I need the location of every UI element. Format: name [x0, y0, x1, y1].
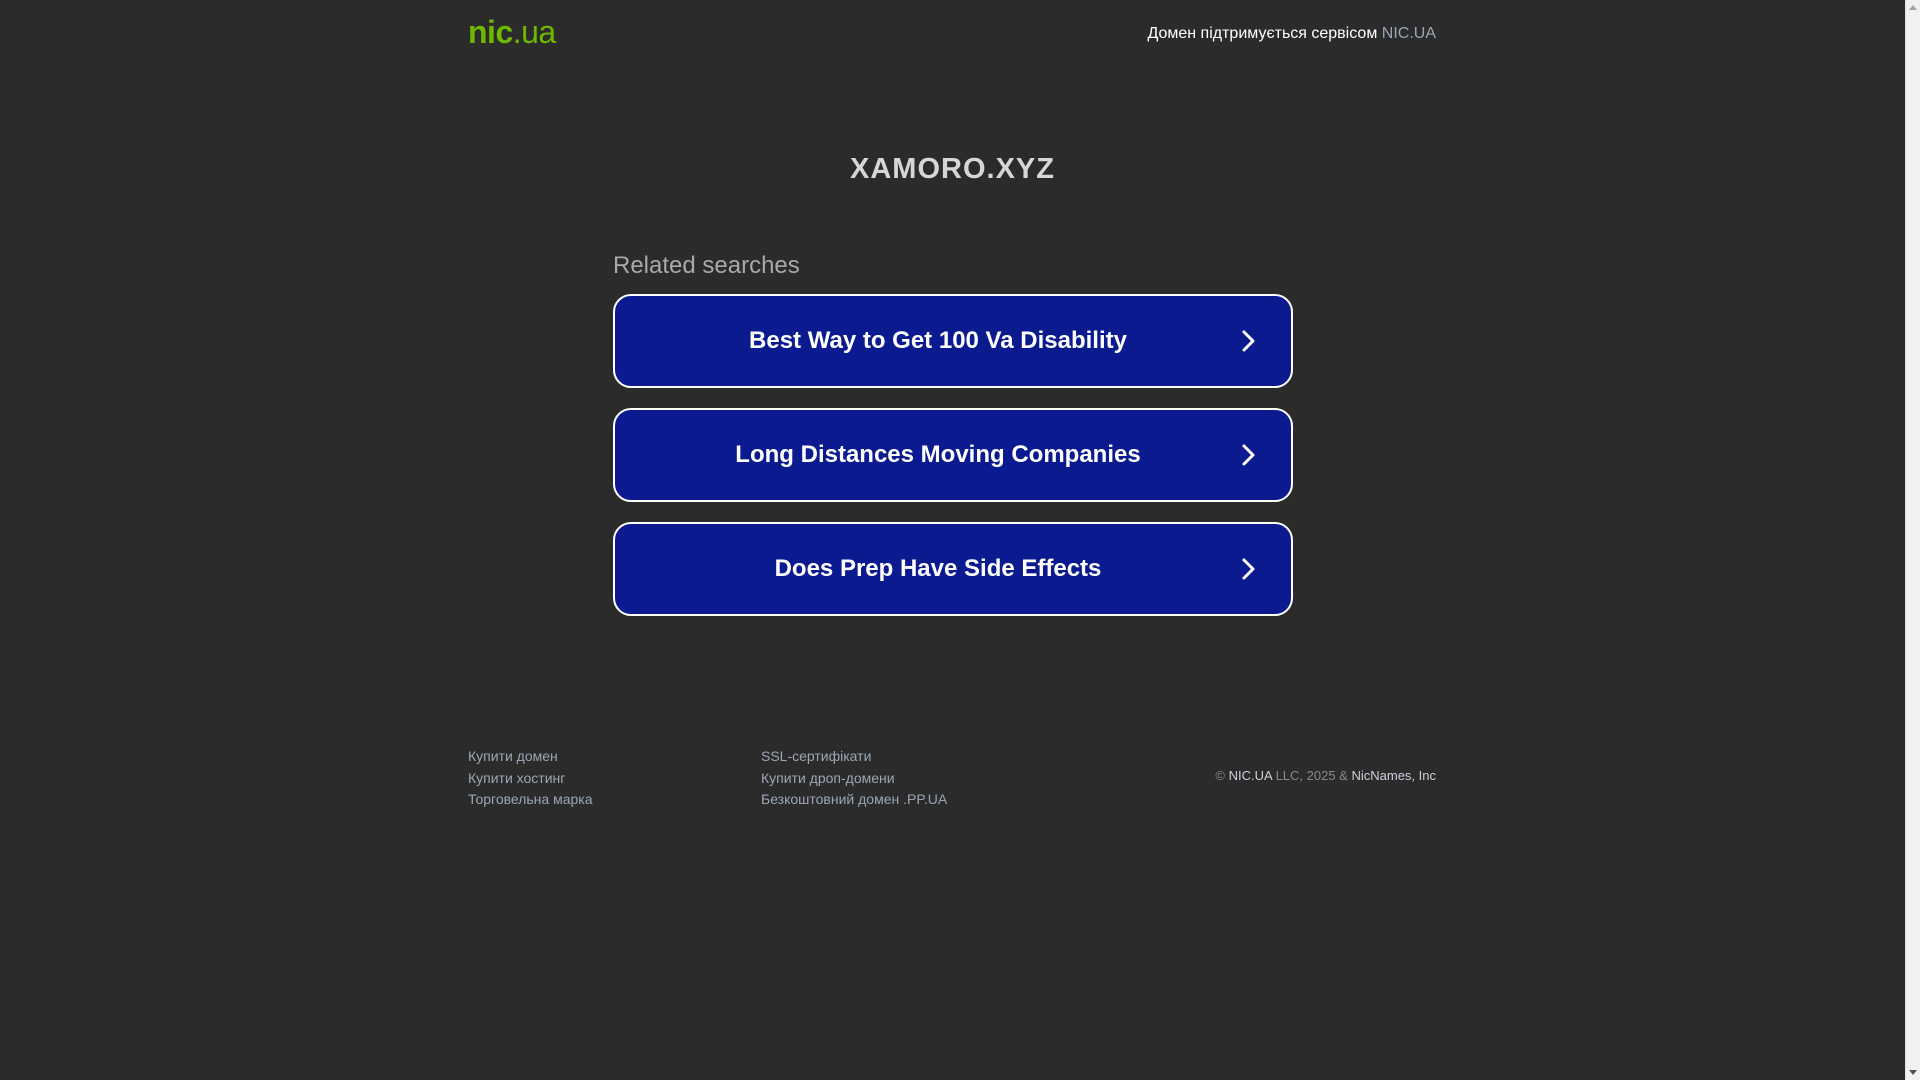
copyright-nicnames-link[interactable]: NicNames, Inc: [1351, 768, 1436, 783]
footer-link-trademark[interactable]: Торговельна марка: [468, 791, 593, 807]
scroll-down-arrow-icon[interactable]: [1909, 1070, 1917, 1075]
footer-link-free-domain[interactable]: Безкоштовний домен .PP.UA: [761, 791, 948, 807]
logo-main: nic: [468, 14, 513, 50]
logo-tld: ua: [521, 14, 556, 50]
copyright-symbol: ©: [1215, 768, 1225, 783]
domain-title: XAMORO.XYZ: [850, 153, 1055, 185]
related-search-label: Best Way to Get 100 Va Disability: [749, 327, 1127, 354]
header-note: [1147, 25, 1436, 43]
related-searches: [613, 250, 1293, 636]
footer-link-buy-domain[interactable]: Купити домен: [468, 748, 558, 764]
related-search-link[interactable]: [613, 408, 1293, 502]
related-search-label: Does Prep Have Side Effects: [774, 555, 1102, 582]
related-search-link[interactable]: [613, 522, 1293, 616]
logo-dot: .: [512, 14, 522, 50]
header: [468, 0, 1436, 70]
chevron-right-icon: [1237, 443, 1261, 467]
footer-link-drop-domains[interactable]: Купити дроп-домени: [761, 769, 895, 786]
related-searches-heading: Related searches: [613, 252, 800, 279]
related-search-label: Long Distances Moving Companies: [735, 441, 1141, 468]
footer: [468, 746, 1436, 816]
footer-links-column-2: [761, 746, 947, 811]
related-search-link[interactable]: [613, 294, 1293, 388]
footer-links-column-1: [468, 746, 593, 811]
copyright: [1215, 768, 1436, 783]
logo-link[interactable]: [468, 14, 556, 51]
footer-link-ssl[interactable]: SSL-сертифікати: [761, 748, 872, 764]
scroll-up-arrow-icon[interactable]: [1909, 5, 1917, 10]
header-nicua-link[interactable]: NIC.UA: [1381, 25, 1436, 42]
footer-link-buy-hosting[interactable]: Купити хостинг: [468, 769, 566, 786]
chevron-right-icon: [1237, 557, 1261, 581]
chevron-right-icon: [1237, 329, 1261, 353]
copyright-nicua-link[interactable]: NIC.UA: [1228, 768, 1272, 783]
vertical-scrollbar[interactable]: [1905, 0, 1920, 1080]
copyright-text: LLC, 2025 &: [1275, 768, 1348, 783]
header-note-text: Домен підтримується сервісом: [1147, 25, 1378, 42]
